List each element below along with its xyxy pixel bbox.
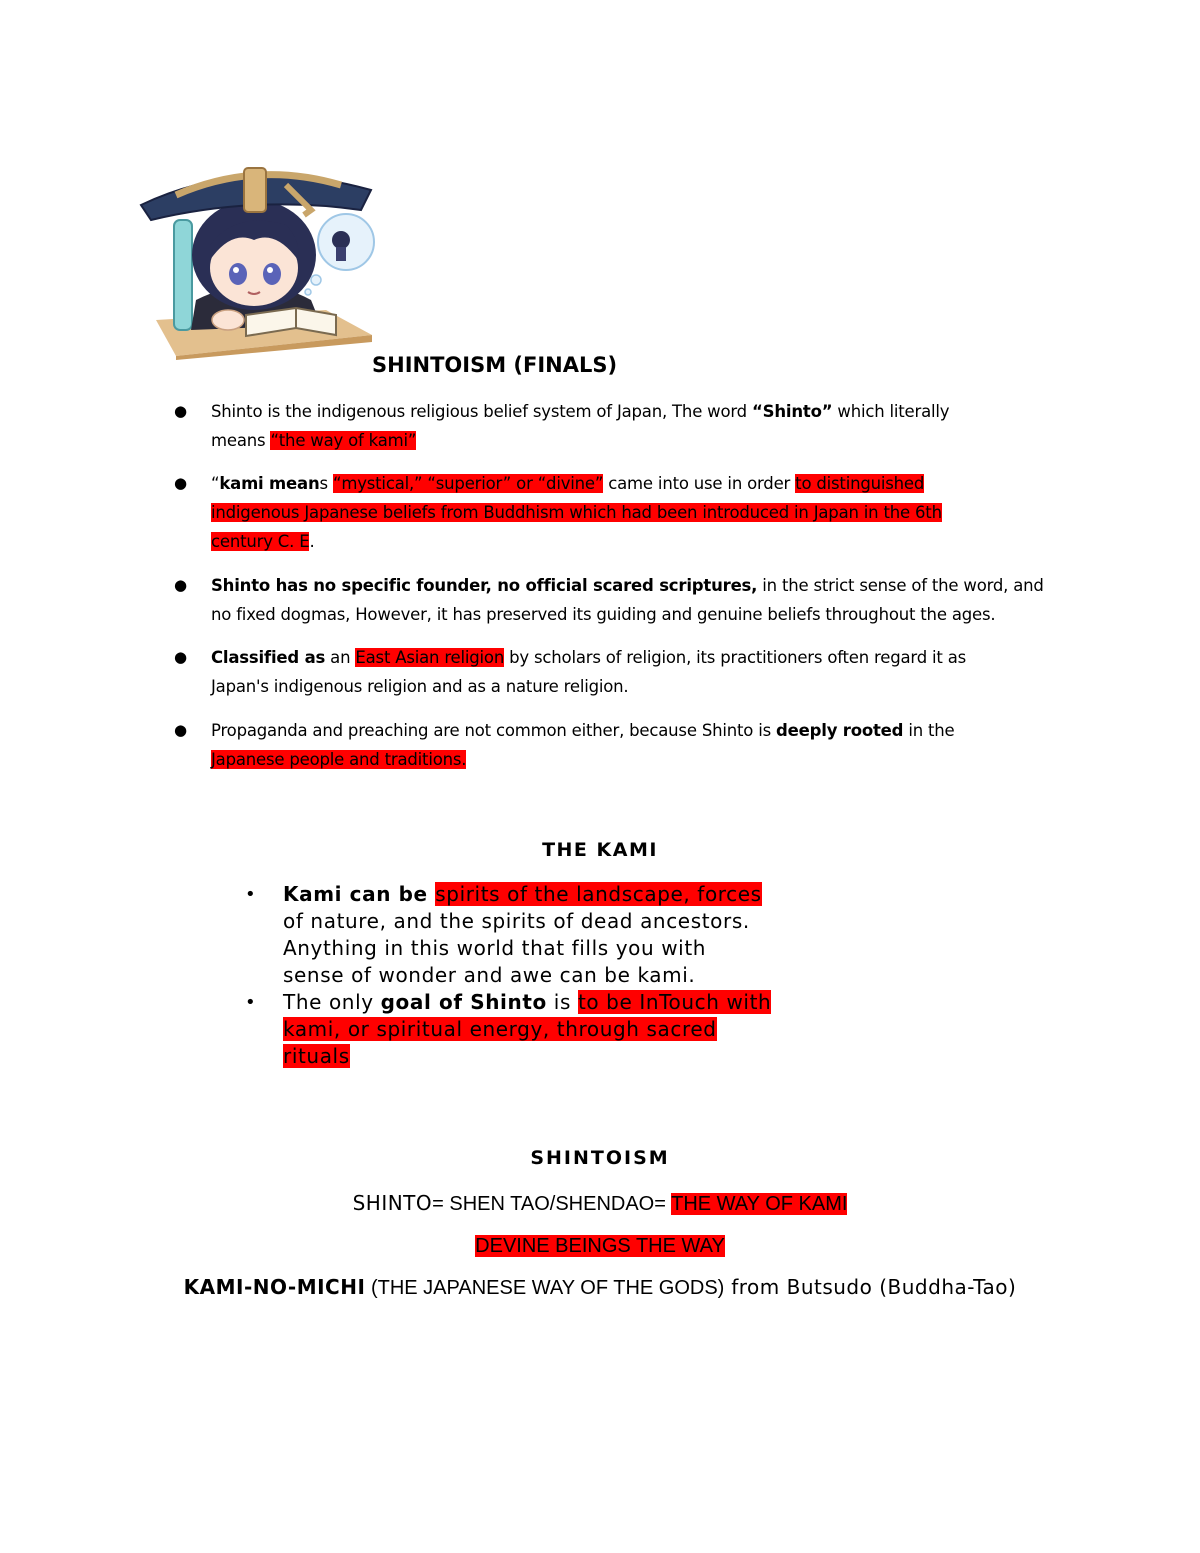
list-item: • The only goal of Shinto is to be InTouch with kami, or spiritual energy, through sacred rituals — [245, 990, 772, 1068]
list-item: ● Shinto has no specific founder, no official scared scriptures, in the strict sense of the word, and no fixed dogmas, However, it has preserved its guiding and genuine beliefs throughout the ages. — [211, 571, 1061, 629]
bullet-icon: ● — [174, 721, 187, 739]
bullet-icon: ● — [174, 576, 187, 594]
list-item: ● “kami means “mystical,” “superior” or “divine” came into use in order to distinguished indigenous Japanese beliefs from Buddhism which had been introduced in Japan in the 6th century C. E. — [211, 469, 1061, 556]
bullet-icon: ● — [174, 402, 187, 420]
bullet-icon: ● — [174, 474, 187, 492]
document-title: SHINTOISM (FINALS) — [372, 353, 618, 377]
chibi-scholar-illustration — [136, 150, 376, 360]
kami-section-heading: THE KAMI — [542, 839, 658, 861]
shintoism-section-heading: SHINTOISM — [530, 1147, 670, 1169]
bullet-icon: • — [245, 992, 257, 1013]
list-item: • Kami can be spirits of the landscape, forces of nature, and the spirits of dead ancestors. Anything in this world that fills you with sense of wonder and awe can be kami. — [245, 882, 762, 987]
kami-no-michi-line: KAMI-NO-MICHI (THE JAPANESE WAY OF THE GODS) from Butsudo (Buddha-Tao) — [183, 1275, 1017, 1299]
list-item: ● Classified as an East Asian religion by scholars of religion, its practitioners often regard it as Japan's indigenous religion and as a nature religion. — [211, 643, 1061, 701]
shinto-definition-line: SHINTO= SHEN TAO/SHENDAO= THE WAY OF KAMI — [352, 1191, 848, 1215]
list-item: ● Propaganda and preaching are not common either, because Shinto is deeply rooted in the Japanese people and traditions. — [211, 716, 1061, 774]
devine-beings-line: DEVINE BEINGS THE WAY — [475, 1235, 725, 1257]
bullet-icon: • — [245, 884, 257, 905]
list-item: ● Shinto is the indigenous religious belief system of Japan, The word “Shinto” which literally means “the way of kami” — [211, 397, 1061, 455]
bullet-icon: ● — [174, 648, 187, 666]
